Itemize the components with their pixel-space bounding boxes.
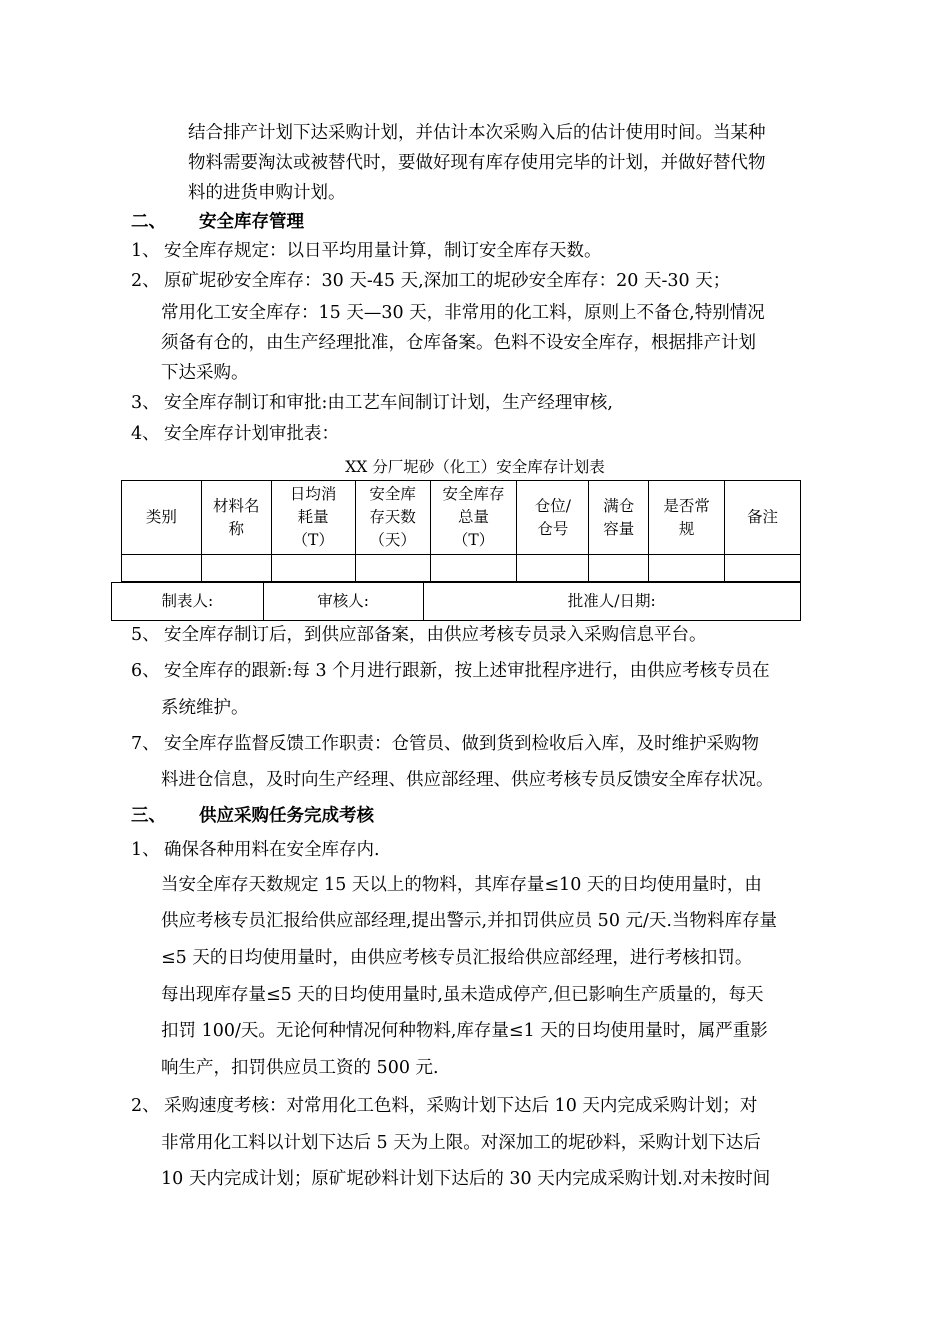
item-number: 6、 bbox=[131, 661, 160, 681]
header-safety-days: 安全库 存天数 （天） bbox=[355, 481, 430, 555]
item-text: 响生产，扣罚供应员工资的 500 元. bbox=[161, 1058, 439, 1078]
item-text: ≤5 天的日均使用量时，由供应考核专员汇报给供应部经理，进行考核扣罚。 bbox=[161, 948, 753, 968]
item-text: 非常用化工料以计划下达后 5 天为上限。对深加工的坭砂料，采购计划下达后 bbox=[161, 1133, 761, 1153]
table-cell bbox=[201, 555, 271, 582]
item-text: 当安全库存天数规定 15 天以上的物料，其库存量≤10 天的日均使用量时，由 bbox=[161, 875, 762, 895]
item-text: 采购速度考核：对常用化工色料，采购计划下达后 10 天内完成采购计划；对 bbox=[164, 1096, 758, 1116]
item-text: 10 天内完成计划；原矿坭砂料计划下达后的 30 天内完成采购计划.对未按时间 bbox=[161, 1169, 771, 1189]
item-text: 系统维护。 bbox=[161, 698, 249, 718]
intro-line-2: 物料需要淘汰或被替代时，要做好现有库存使用完毕的计划，并做好替代物 bbox=[188, 153, 766, 173]
item-number: 2、 bbox=[131, 271, 160, 291]
table-cell bbox=[122, 555, 202, 582]
section-2-title: 安全库存管理 bbox=[199, 212, 304, 232]
table-cell bbox=[589, 555, 649, 582]
item-number: 7、 bbox=[131, 734, 160, 754]
item-text: 每出现库存量≤5 天的日均使用量时,虽未造成停产,但已影响生产质量的，每天 bbox=[161, 985, 764, 1005]
header-category: 类别 bbox=[122, 481, 202, 555]
item-text: 常用化工安全库存：15 天—30 天，非常用的化工料，原则上不备仓,特别情况 bbox=[161, 303, 765, 323]
header-is-regular: 是否常 规 bbox=[649, 481, 725, 555]
item-number: 2、 bbox=[131, 1096, 160, 1116]
header-full-capacity: 满仓 容量 bbox=[589, 481, 649, 555]
item-text: 料进仓信息，及时向生产经理、供应部经理、供应考核专员反馈安全库存状况。 bbox=[161, 770, 774, 790]
reviewed-by-cell: 审核人: bbox=[263, 583, 423, 621]
table-cell bbox=[725, 555, 801, 582]
table-row bbox=[122, 555, 801, 582]
table-cell bbox=[430, 555, 517, 582]
prepared-by-cell: 制表人: bbox=[112, 583, 264, 621]
item-text: 安全库存制订后，到供应部备案，由供应考核专员录入采购信息平台。 bbox=[164, 625, 707, 645]
item-text: 供应考核专员汇报给供应部经理,提出警示,并扣罚供应员 50 元/天.当物料库存量 bbox=[161, 911, 777, 931]
signature-table bbox=[111, 582, 801, 621]
item-number: 3、 bbox=[131, 393, 160, 413]
item-text: 原矿坭砂安全库存：30 天-45 天,深加工的坭砂安全库存：20 天-30 天； bbox=[164, 271, 731, 291]
table-cell bbox=[517, 555, 589, 582]
intro-line-3: 料的进货申购计划。 bbox=[188, 183, 346, 203]
item-text: 安全库存制订和审批:由工艺车间制订计划，生产经理审核, bbox=[164, 393, 613, 413]
section-3-title: 供应采购任务完成考核 bbox=[199, 806, 374, 826]
item-number: 1、 bbox=[131, 241, 160, 261]
section-2-number: 二、 bbox=[131, 212, 166, 232]
header-daily-consumption: 日均消 耗量 （T） bbox=[271, 481, 355, 555]
approved-by-date-cell: 批准人/日期: bbox=[423, 583, 800, 621]
item-text: 安全库存计划审批表： bbox=[164, 424, 339, 444]
item-number: 5、 bbox=[131, 625, 160, 645]
item-text: 安全库存规定：以日平均用量计算，制订安全库存天数。 bbox=[164, 241, 602, 261]
item-text: 下达采购。 bbox=[161, 363, 249, 383]
section-3-number: 三、 bbox=[131, 806, 166, 826]
table-cell bbox=[355, 555, 430, 582]
header-remarks: 备注 bbox=[725, 481, 801, 555]
intro-line-1: 结合排产计划下达采购计划，并估计本次采购入后的估计使用时间。当某种 bbox=[188, 123, 766, 143]
table-cell bbox=[271, 555, 355, 582]
item-number: 4、 bbox=[131, 424, 160, 444]
table-header-row bbox=[122, 481, 801, 555]
item-text: 安全库存监督反馈工作职责：仓管员、做到货到检收后入库，及时维护采购物 bbox=[164, 734, 759, 754]
item-text: 安全库存的跟新:每 3 个月进行跟新，按上述审批程序进行，由供应考核专员在 bbox=[164, 661, 770, 681]
safety-stock-table bbox=[121, 480, 801, 582]
item-text: 扣罚 100/天。无论何种情况何种物料,库存量≤1 天的日均使用量时，属严重影 bbox=[161, 1021, 768, 1041]
table-caption: XX 分厂坭砂（化工）安全库存计划表 bbox=[345, 458, 605, 476]
item-number: 1、 bbox=[131, 840, 160, 860]
header-material-name: 材料名 称 bbox=[201, 481, 271, 555]
header-safety-total: 安全库存 总量 （T） bbox=[430, 481, 517, 555]
header-warehouse-location: 仓位/ 仓号 bbox=[517, 481, 589, 555]
table-cell bbox=[649, 555, 725, 582]
item-text: 确保各种用料在安全库存内. bbox=[164, 840, 380, 860]
item-text: 须备有仓的，由生产经理批准，仓库备案。色料不设安全库存，根据排产计划 bbox=[161, 333, 756, 353]
